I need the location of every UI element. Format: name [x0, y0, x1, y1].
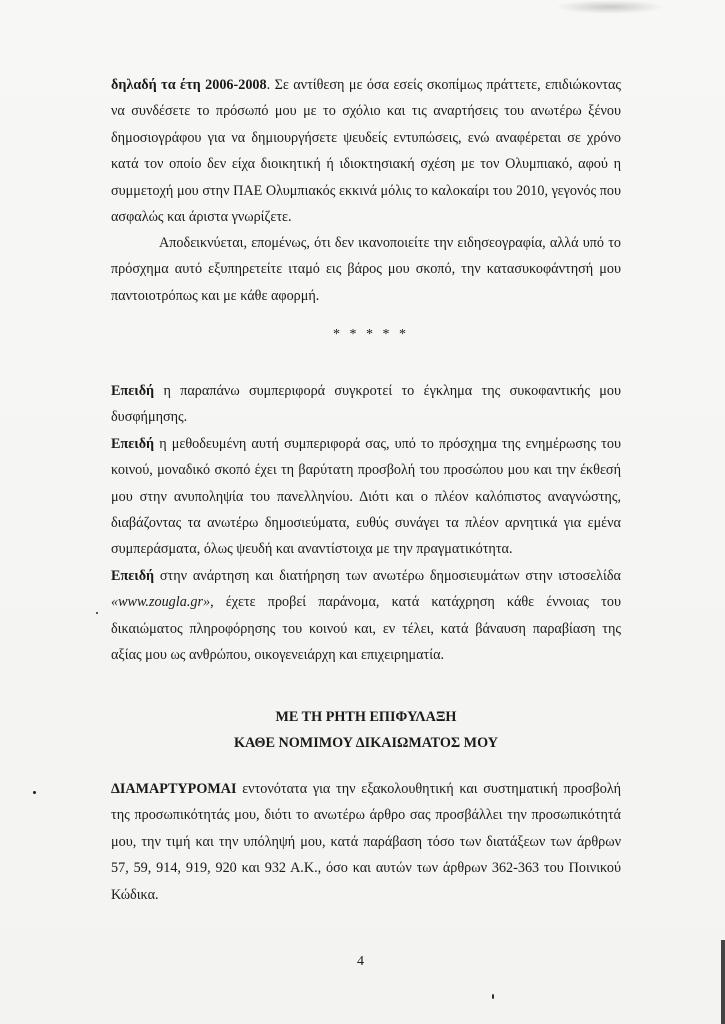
page-number: 4: [357, 954, 364, 969]
paragraph-2-text: Αποδεικνύεται, επομένως, ότι δεν ικανοποιείτε την ειδησεογραφία, αλλά υπό το πρόσχημα αυτό εξυπηρετείτε ιταμό εις βάρος μου σκοπό, την κατασυκοφάντησή μου παντοιοτρόπως και με κάθε αφορμή.: [111, 235, 621, 304]
whereas-3-text-after: , έχετε προβεί παράνομα, κατά κατάχρηση κάθε έννοιας του δικαιώματος πληροφόρησης του κοινού και, εν τέλει, κατά βάναυση παραβίαση της αξίας μου ως ανθρώπου, οικογενειάρχη και επιχειρηματία.: [111, 594, 621, 664]
heading-line-2: ΚΑΘΕ ΝΟΜΙΜΟΥ ΔΙΚΑΙΩΜΑΤΟΣ ΜΟΥ: [234, 735, 498, 751]
whereas-section: [111, 378, 621, 668]
paragraph-1-lead: δηλαδή τα έτη 2006-2008: [111, 77, 267, 93]
scan-edge: [721, 940, 725, 1024]
paragraph-1: [111, 72, 621, 230]
protest-text: εντονότατα για την εξακολουθητική και συστηματική προσβολή της προσωπικότητάς μου, διότι το ανωτέρω άρθρο σας προσβάλλει την προσωπικότητά μου, την τιμή και την υπόληψή μου, κατά παράβαση τόσο των διατάξεων των άρθρων 57, 59, 914, 919, 920 και 932 Α.Κ., όσο και αυτών των άρθρων 362-363 του Ποινικού Κώδικα.: [111, 781, 621, 903]
website-reference: «www.zougla.gr»: [111, 594, 211, 611]
whereas-3-text-before: στην ανάρτηση και διατήρηση των ανωτέρω δημοσιευμάτων στην ιστοσελίδα: [154, 567, 621, 584]
paragraph-1-text: . Σε αντίθεση με όσα εσείς σκοπίμως πράττετε, επιδιώκοντας να συνδέσετε το πρόσωπό μου με το σχόλιο και τις αναρτήσεις του ανωτέρω ξένου δημοσιογράφου για να δημιουργήσετε ψευδείς εντυπώσεις, ενώ αναφέρεται σε χρόνο κατά τον οποίο δεν είχα διοικητική ή ιδιοκτησιακή σχέση με τον Ολυμπιακό, αφού η συμμετοχή μου στην ΠΑΕ Ολυμπιακός εκκινά μόλις το καλοκαίρι του 2010, γεγονός που ασφαλώς και άριστα γνωρίζετε.: [111, 77, 621, 226]
whereas-2: [111, 431, 621, 563]
section-separator: * * * * *: [333, 327, 409, 342]
scan-speck: [96, 612, 98, 614]
protest-paragraph: [111, 776, 621, 908]
whereas-1: [111, 378, 621, 431]
protest-lead: ΔΙΑΜΑΡΤΥΡΟΜΑΙ: [111, 781, 237, 797]
whereas-3-lead: Επειδή: [111, 567, 155, 584]
paragraph-2: [111, 230, 621, 309]
whereas-3: [111, 563, 621, 669]
whereas-2-lead: Επειδή: [111, 435, 155, 452]
scan-speck: [492, 994, 494, 999]
whereas-2-text: η μεθοδευμένη αυτή συμπεριφορά σας, υπό το πρόσχημα της ενημέρωσης του κοινού, μοναδικό σκοπό έχει τη βαρύτατη προσβολή του προσώπου μου και την έκθεσή μου στην ανυποληψία του πανελληνίου. Διότι και ο πλέον καλόπιστος αναγνώστης, διαβάζοντας τα ανωτέρω δημοσιεύματα, ευθύς συνάγει τα πλέον αρνητικά για εμένα συμπεράσματα, όλως ψευδή και αναντίστοιχα με την πραγματικότητα.: [111, 435, 621, 558]
scan-shadow: [555, 0, 665, 14]
whereas-1-lead: Επειδή: [111, 383, 155, 399]
reservation-heading: [111, 704, 621, 756]
heading-line-1: ΜΕ ΤΗ ΡΗΤΗ ΕΠΙΦΥΛΑΞΗ: [275, 709, 457, 725]
scan-speck: [33, 791, 36, 794]
whereas-1-text: η παραπάνω συμπεριφορά συγκροτεί το έγκλημα της συκοφαντικής μου δυσφήμησης.: [111, 383, 621, 426]
